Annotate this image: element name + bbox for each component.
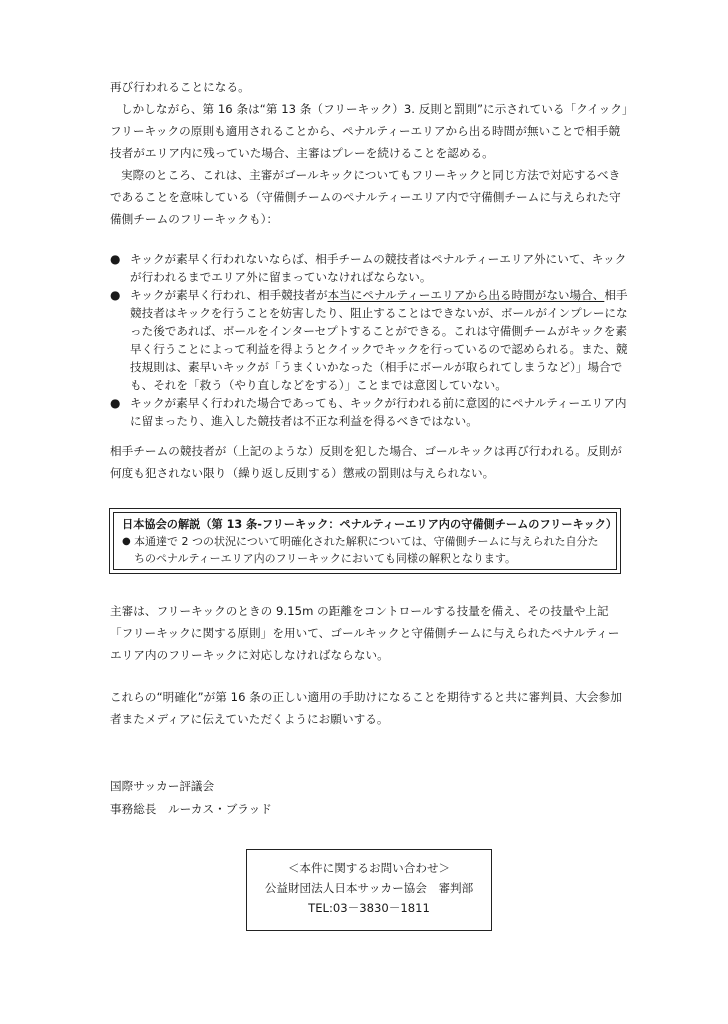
jfa-commentary-inner-frame [113, 512, 617, 570]
bullet-list [110, 250, 632, 430]
paragraph-retake: 相手チームの競技者が（上記のような）反則を犯した場合、ゴールキックは再び行われる。反則が何度も犯されない限り（繰り返し反則する）懲戒の罰則は与えられない。 [110, 444, 622, 480]
paragraph-continuation: 再び行われることになる。 [110, 80, 250, 94]
bullet-text-post: 相手競技者はキックを行うことを妨害したり、阻止することはできないが、ボールがインプレーになった後であれば、ボールをインターセプトすることができる。これは守備側チームがキックを素早く行うことによって利益を得ようとクイックでキックを行っているので認められる。また、競技規則は、素早いキックが「うまくいかなった（相手にボールが取られてしまうなど）」場合でも、それを「救う（やり直しなどをする）」ことまでは意図していない。 [130, 288, 628, 392]
bullet-dot-icon: ● [110, 288, 121, 302]
signature-person: 事務総長 ルーカス・ブラッド [110, 802, 272, 816]
list-item [110, 286, 632, 394]
contact-heading: ＜本件に関するお問い合わせ＞ [287, 861, 451, 875]
signature-org: 国際サッカー評議会 [110, 779, 215, 793]
bullet-text-underlined: 本当にペナルティーエリアから出る時間がない場合、 [327, 288, 605, 302]
jfa-commentary-title: 日本協会の解説（第 13 条-フリーキック：ペナルティーエリア内の守備側チームのフリーキック） [122, 518, 618, 531]
jfa-commentary-text: 本通達で 2 つの状況について明確化された解釈については、守備側チームに与えられた自分たちのペナルティーエリア内のフリーキックにおいても同様の解釈となります。 [134, 535, 599, 565]
bullet-dot-icon: ● [110, 396, 121, 410]
contact-box [246, 849, 492, 931]
jfa-commentary-text-wrap [122, 533, 608, 567]
bullet-text: キックが素早く行われないならば、相手チームの競技者はペナルティーエリア外にいて、キックが行われるまでエリア外に留まっていなければならない。 [130, 252, 627, 284]
bullet-text: キックが素早く行われた場合であっても、キックが行われる前に意図的にペナルティーエリア内に留まったり、進入した競技者は不正な利益を得るべきではない。 [130, 396, 627, 428]
paragraph-clarification-request: これらの“明確化”が第 16 条の正しい適用の手助けになることを期待すると共に審判員、大会参加者またメディアに伝えていただくようにお願いする。 [110, 690, 622, 726]
paragraph-referee-skill: 主審は、フリーキックのときの 9.15m の距離をコントロールする技量を備え、その技量や上記「フリーキックに関する原則」を用いて、ゴールキックと守備側チームに与えられたペナルティーエリア内のフリーキックに対応しなければならない。 [110, 604, 620, 662]
bullet-dot-icon: ● [110, 252, 121, 266]
list-item [110, 394, 632, 430]
bullet-dot-icon: ● [122, 536, 131, 547]
contact-org: 公益財団法人日本サッカー協会 審判部 [264, 881, 474, 895]
bullet-text-pre: キックが素早く行われ、相手競技者が [130, 288, 328, 302]
paragraph-quick-free-kick: しかしながら、第 16 条は“第 13 条（フリーキック）3. 反則と罰則”に示されている「クイック」フリーキックの原則も適用されることから、ペナルティーエリアから出る時間が無いことで相手競技者がエリア内に残っていた場合、主審はプレーを続けることを認める。 [110, 102, 628, 160]
contact-tel: TEL:03－3830－1811 [308, 901, 430, 915]
paragraph-practical-meaning: 実際のところ、これは、主審がゴールキックについてもフリーキックと同じ方法で対応するべきであることを意味している（守備側チームのペナルティーエリア内で守備側チームに与えられた守備側チームのフリーキックも）： [110, 168, 621, 226]
list-item [110, 250, 632, 286]
signature-block [110, 775, 272, 821]
jfa-commentary-box [109, 508, 621, 574]
